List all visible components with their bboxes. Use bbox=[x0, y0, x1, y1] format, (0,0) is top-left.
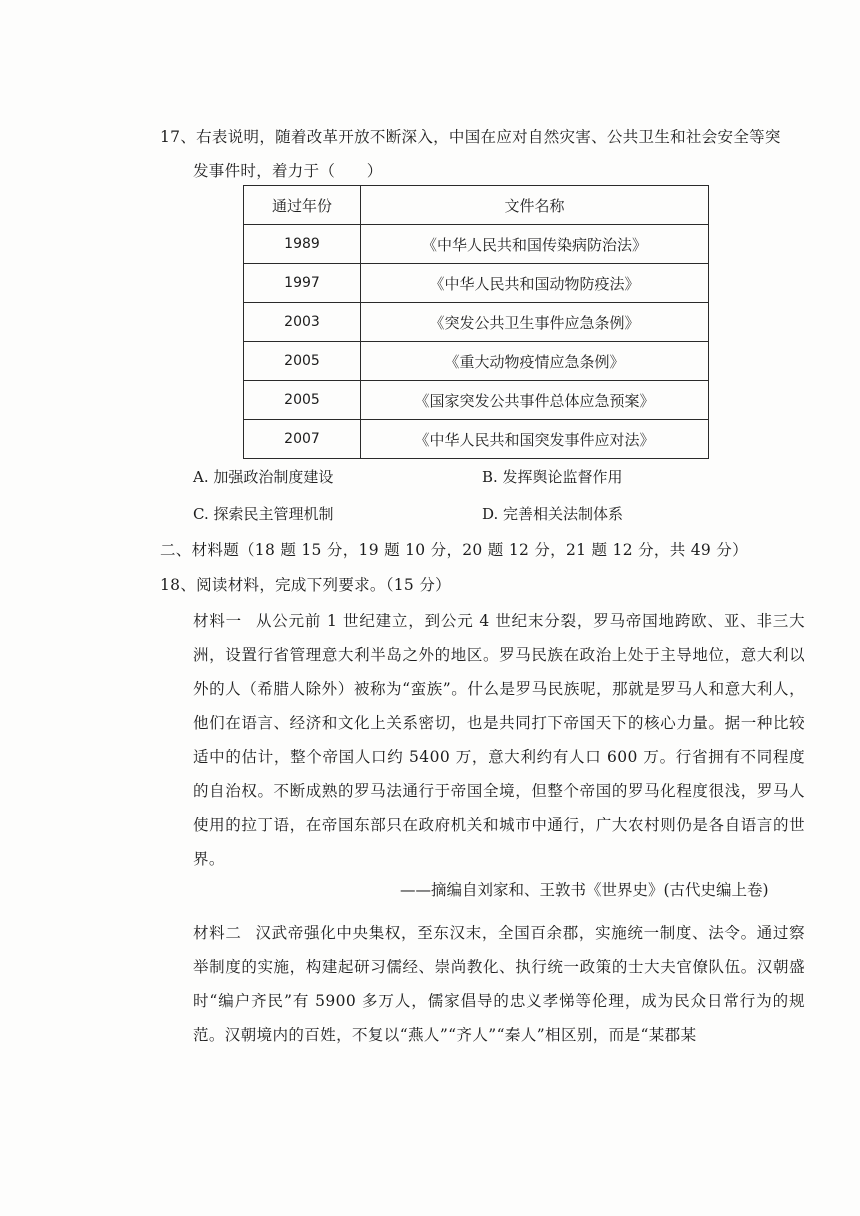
option-a: A. 加强政治制度建设 bbox=[193, 468, 334, 486]
option-d: D. 完善相关法制体系 bbox=[482, 505, 624, 523]
material-2 bbox=[193, 916, 805, 1052]
header-document: 文件名称 bbox=[361, 186, 709, 225]
material-1-label: 材料一 bbox=[193, 612, 242, 630]
row-document: 《中华人民共和国突发事件应对法》 bbox=[361, 420, 709, 459]
option-b: B. 发挥舆论监督作用 bbox=[482, 468, 623, 486]
row-year: 2005 bbox=[244, 342, 361, 381]
table-row bbox=[244, 342, 709, 381]
table-row bbox=[244, 420, 709, 459]
table-row bbox=[244, 264, 709, 303]
row-year: 2003 bbox=[244, 303, 361, 342]
row-year: 1997 bbox=[244, 264, 361, 303]
row-document: 《重大动物疫情应急条例》 bbox=[361, 342, 709, 381]
row-year: 2005 bbox=[244, 381, 361, 420]
row-document: 《中华人民共和国传染病防治法》 bbox=[361, 225, 709, 264]
table-header-row bbox=[244, 186, 709, 225]
question-17-stem-line1: 17、右表说明，随着改革开放不断深入，中国在应对自然灾害、公共卫生和社会安全等突 bbox=[160, 128, 781, 146]
option-c: C. 探索民主管理机制 bbox=[193, 505, 334, 523]
material-1-text: 从公元前 1 世纪建立，到公元 4 世纪末分裂，罗马帝国地跨欧、亚、非三大洲，设置行省管理意大利半岛之外的地区。罗马民族在政治上处于主导地位，意大利以外的人（希腊人除外）被称为“蛮族”。什么是罗马民族呢，那就是罗马人和意大利人，他们在语言、经济和文化上关系密切，也是共同打下帝国天下的核心力量。据一种比较适中的估计，整个帝国人口约 5400 万，意大利约有人口 600 万。行省拥有不同程度的自治权。不断成熟的罗马法通行于帝国全境，但整个帝国的罗马化程度很浅，罗马人使用的拉丁语，在帝国东部只在政府机关和城市中通行，广大农村则仍是各自语言的世界。 bbox=[193, 612, 806, 868]
row-document: 《中华人民共和国动物防疫法》 bbox=[361, 264, 709, 303]
material-2-label: 材料二 bbox=[193, 924, 242, 942]
material-1-source: ——摘编自刘家和、王敦书《世界史》(古代史编上卷) bbox=[400, 881, 769, 899]
row-document: 《突发公共卫生事件应急条例》 bbox=[361, 303, 709, 342]
table-row bbox=[244, 303, 709, 342]
question-17-stem-line2: 发事件时，着力于（ ） bbox=[193, 162, 383, 180]
question-18-stem: 18、阅读材料，完成下列要求。（15 分） bbox=[160, 576, 451, 594]
row-year: 2007 bbox=[244, 420, 361, 459]
material-1 bbox=[193, 604, 805, 876]
section-2-heading: 二、材料题（18 题 15 分，19 题 10 分，20 题 12 分，21 题 12 分，共 49 分） bbox=[160, 541, 748, 559]
table-row bbox=[244, 381, 709, 420]
material-2-text: 汉武帝强化中央集权，至东汉末，全国百余郡，实施统一制度、法令。通过察举制度的实施，构建起研习儒经、崇尚教化、执行统一政策的士大夫官僚队伍。汉朝盛时“编户齐民”有 5900 多万人，儒家倡导的忠义孝悌等伦理，成为民众日常行为的规范。汉朝境内的百姓，不复以“燕人”“齐人”“秦人”相区别，而是“某郡某 bbox=[193, 924, 805, 1044]
table-row bbox=[244, 225, 709, 264]
row-year: 1989 bbox=[244, 225, 361, 264]
header-year: 通过年份 bbox=[244, 186, 361, 225]
row-document: 《国家突发公共事件总体应急预案》 bbox=[361, 381, 709, 420]
legislation-table bbox=[243, 185, 709, 459]
